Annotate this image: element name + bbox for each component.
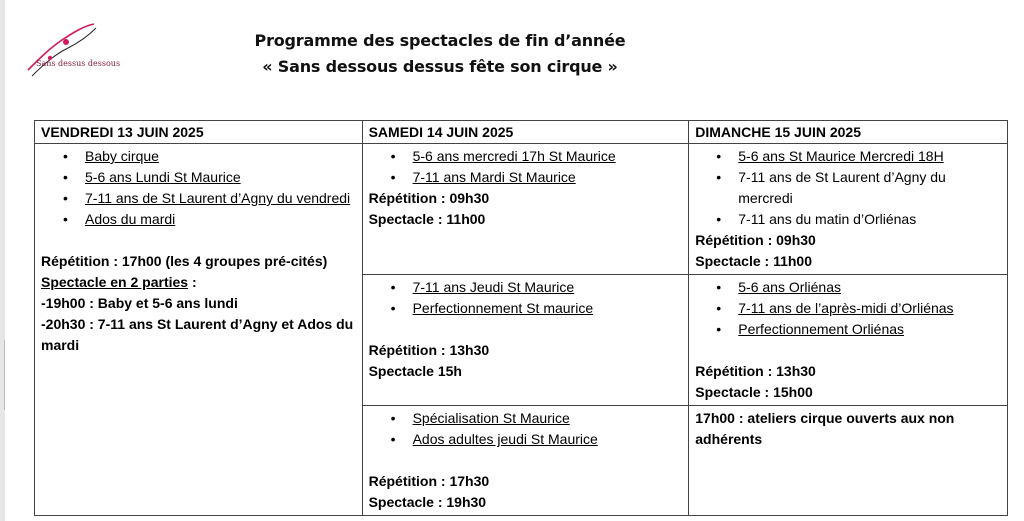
logo-text: Sans dessus dessous (36, 59, 121, 68)
friday-rehearsal: Répétition : 17h00 (les 4 groupes pré-cités) (41, 253, 328, 269)
list-item: • 7-11 ans du matin d’Orliénas (695, 209, 1001, 230)
list-item: • Ados du mardi (41, 209, 356, 230)
list-item: • Perfectionnement Orliénas (695, 319, 1001, 340)
sunday-slot-1-rehearsal: Répétition : 09h30 (695, 232, 816, 248)
list-item: • Perfectionnement St maurice (369, 298, 683, 319)
window-left-edge-line (4, 340, 5, 410)
list-item: • 7-11 ans de l’après-midi d’Orliénas (695, 298, 1001, 319)
list-item: • 7-11 ans de St Laurent d’Agny du mercredi (695, 167, 1001, 209)
saturday-slot-1-groups (369, 146, 683, 188)
friday-groups-list (41, 146, 356, 230)
list-item: • 5-6 ans Orliénas (695, 277, 1001, 298)
friday-cell (35, 144, 363, 516)
saturday-slot-3-groups (369, 408, 683, 450)
list-item: • 5-6 ans Lundi St Maurice (41, 167, 356, 188)
table-header-row (35, 121, 1008, 144)
table-row (35, 144, 1008, 275)
sunday-slot-1-show: Spectacle : 11h00 (695, 253, 813, 269)
list-item: • 7-11 ans Mardi St Maurice (369, 167, 683, 188)
sunday-slot-1-groups (695, 146, 1001, 230)
friday-part-1: -19h00 : Baby et 5-6 ans lundi (41, 295, 238, 311)
document-title (230, 28, 650, 80)
saturday-slot-1-show: Spectacle : 11h00 (368, 211, 486, 227)
title-line-2: « Sans dessous dessus fête son cirque » (262, 57, 618, 76)
friday-part-2: -20h30 : 7-11 ans St Laurent d’Agny et Ados du mardi (41, 316, 354, 353)
saturday-slot-2-rehearsal: Répétition : 13h30 (368, 342, 490, 358)
saturday-slot-3-rehearsal: Répétition : 17h30 (368, 473, 490, 489)
header-saturday: SAMEDI 14 JUIN 2025 (362, 121, 689, 144)
header-friday: VENDREDI 13 JUIN 2025 (35, 121, 363, 144)
saturday-slot-2-show: Spectacle 15h (368, 363, 462, 379)
saturday-slot-2 (362, 275, 689, 406)
saturday-slot-3-show: Spectacle : 19h30 (368, 494, 487, 510)
sunday-slot-2-groups (695, 277, 1001, 340)
friday-show-title-suffix: : (188, 274, 197, 290)
sunday-slot-3 (689, 406, 1008, 516)
list-item: • Spécialisation St Maurice (369, 408, 683, 429)
sunday-slot-2-show: Spectacle : 15h00 (695, 384, 813, 400)
friday-show-title-text: Spectacle en 2 parties (41, 274, 189, 290)
saturday-slot-1 (362, 144, 689, 275)
list-item: • 7-11 ans Jeudi St Maurice (369, 277, 683, 298)
list-item: • Ados adultes jeudi St Maurice (369, 429, 683, 450)
friday-show-title (41, 272, 356, 293)
sunday-slot-1 (689, 144, 1008, 275)
list-item: • 5-6 ans St Maurice Mercredi 18H (695, 146, 1001, 167)
saturday-slot-1-rehearsal: Répétition : 09h30 (368, 190, 490, 206)
saturday-slot-2-groups (369, 277, 683, 319)
window-left-edge (0, 0, 5, 521)
program-table (34, 120, 1008, 516)
saturday-slot-3 (362, 406, 689, 516)
sunday-slot-2 (689, 275, 1008, 406)
list-item: • Baby cirque (41, 146, 356, 167)
header-sunday: DIMANCHE 15 JUIN 2025 (689, 121, 1008, 144)
sunday-slot-2-rehearsal: Répétition : 13h30 (695, 363, 816, 379)
logo (22, 18, 121, 84)
list-item: • 7-11 ans de St Laurent d’Agny du vendredi (41, 188, 356, 209)
list-item: • 5-6 ans mercredi 17h St Maurice (369, 146, 683, 167)
title-line-1: Programme des spectacles de fin d’année (254, 31, 626, 50)
sunday-slot-3-note: 17h00 : ateliers cirque ouverts aux non adhérents (695, 410, 955, 447)
